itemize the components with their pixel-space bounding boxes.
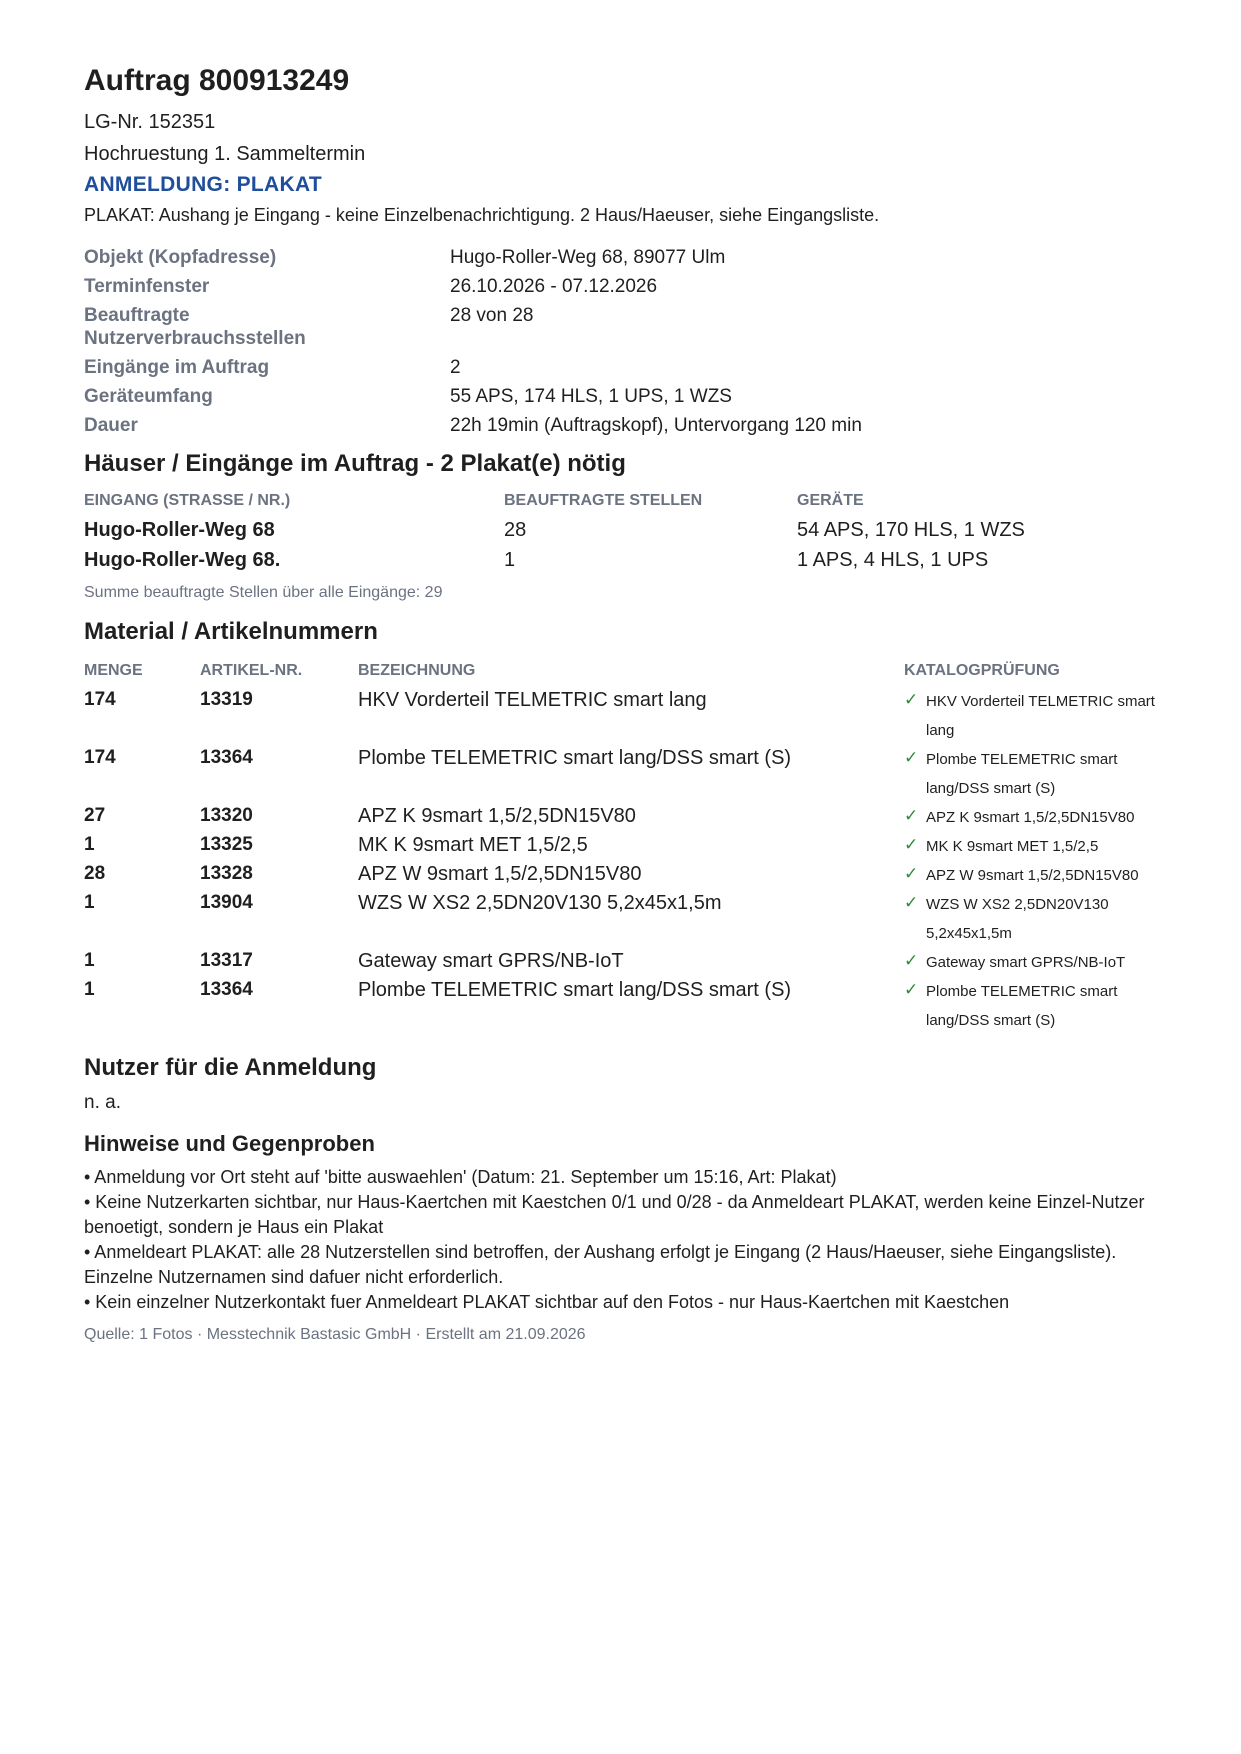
bezeichnung-cell: APZ K 9smart 1,5/2,5DN15V80 bbox=[358, 805, 636, 827]
table-row bbox=[84, 832, 1164, 861]
hinweis-item: • Keine Nutzerkarten sichtbar, nur Haus-Kaertchen mit Kaestchen 0/1 und 0/28 - da Anmeldeart PLAKAT, werden keine Einzel-Nutzer benoetigt, sondern je Haus ein Plakat bbox=[84, 1192, 1145, 1237]
detail-value: 22h 19min (Auftragskopf), Untervorgang 120 min bbox=[450, 415, 862, 436]
stellen-cell: 28 bbox=[504, 518, 527, 541]
column-header-stellen: BEAUFTRAGTE STELLEN bbox=[504, 492, 703, 509]
katalog-cell bbox=[904, 687, 1164, 745]
katalog-cell bbox=[904, 861, 1164, 890]
katalog-text: Gateway smart GPRS/NB-IoT bbox=[926, 954, 1126, 971]
menge-cell: 174 bbox=[84, 747, 116, 768]
check-icon: ✓ bbox=[904, 980, 919, 999]
haeuser-heading: Häuser / Eingänge im Auftrag - 2 Plakat(e) nötig bbox=[84, 450, 626, 477]
column-header-menge: MENGE bbox=[84, 662, 143, 679]
katalog-text: APZ W 9smart 1,5/2,5DN15V80 bbox=[926, 867, 1139, 884]
detail-row bbox=[84, 246, 1164, 269]
source-footer: Quelle: 1 Fotos · Messtechnik Bastasic GmbH · Erstellt am 21.09.2026 bbox=[84, 1326, 586, 1343]
table-row bbox=[84, 890, 1164, 948]
anmeldung-description: PLAKAT: Aushang je Eingang - keine Einzelbenachrichtigung. 2 Haus/Haeuser, siehe Eingangsliste. bbox=[84, 205, 880, 225]
document-page bbox=[84, 62, 1164, 1345]
katalog-text: APZ K 9smart 1,5/2,5DN15V80 bbox=[926, 809, 1135, 826]
eingang-cell: Hugo-Roller-Weg 68. bbox=[84, 548, 281, 571]
stellen-cell: 1 bbox=[504, 548, 516, 571]
menge-cell: 27 bbox=[84, 805, 106, 826]
katalog-text: WZS W XS2 2,5DN20V130 5,2x45x1,5m bbox=[926, 896, 1109, 942]
anmeldung-type: ANMELDUNG: PLAKAT bbox=[84, 173, 323, 196]
hinweise-list bbox=[84, 1165, 1164, 1315]
detail-row bbox=[84, 356, 1164, 379]
katalog-cell bbox=[904, 977, 1164, 1035]
column-header-bezeichnung: BEZEICHNUNG bbox=[358, 662, 476, 679]
material-rows bbox=[84, 687, 1164, 1035]
detail-label: Geräteumfang bbox=[84, 386, 213, 407]
check-icon: ✓ bbox=[904, 835, 919, 854]
detail-value: 26.10.2026 - 07.12.2026 bbox=[450, 276, 658, 297]
artikel-cell: 13317 bbox=[200, 950, 253, 971]
bezeichnung-cell: Plombe TELEMETRIC smart lang/DSS smart (S) bbox=[358, 747, 792, 769]
detail-row bbox=[84, 304, 1164, 350]
table-header bbox=[84, 491, 1164, 511]
menge-cell: 174 bbox=[84, 689, 116, 710]
bezeichnung-cell: Plombe TELEMETRIC smart lang/DSS smart (S) bbox=[358, 979, 792, 1001]
table-row bbox=[84, 687, 1164, 745]
menge-cell: 1 bbox=[84, 950, 95, 971]
hinweise-heading: Hinweise und Gegenproben bbox=[84, 1131, 375, 1156]
lg-number: LG-Nr. 152351 bbox=[84, 111, 216, 133]
detail-value: Hugo-Roller-Weg 68, 89077 Ulm bbox=[450, 247, 726, 268]
nutzer-heading: Nutzer für die Anmeldung bbox=[84, 1054, 377, 1081]
table-row bbox=[84, 803, 1164, 832]
column-header-eingang: EINGANG (STRASSE / NR.) bbox=[84, 492, 291, 509]
table-row bbox=[84, 545, 1164, 575]
katalog-cell bbox=[904, 832, 1164, 861]
detail-label: Eingänge im Auftrag bbox=[84, 357, 270, 378]
page-title: Auftrag 800913249 bbox=[84, 64, 350, 97]
detail-label: Beauftragte Nutzerverbrauchsstellen bbox=[84, 305, 306, 349]
table-row bbox=[84, 745, 1164, 803]
detail-label: Objekt (Kopfadresse) bbox=[84, 247, 277, 268]
check-icon: ✓ bbox=[904, 864, 919, 883]
order-subtitle: Hochruestung 1. Sammeltermin bbox=[84, 143, 366, 165]
artikel-cell: 13325 bbox=[200, 834, 253, 855]
column-header-katalog: KATALOGPRÜFUNG bbox=[904, 662, 1060, 679]
material-heading: Material / Artikelnummern bbox=[84, 618, 378, 645]
material-table bbox=[84, 661, 1164, 1035]
detail-value: 28 von 28 bbox=[450, 305, 534, 326]
artikel-cell: 13364 bbox=[200, 979, 253, 1000]
katalog-cell bbox=[904, 745, 1164, 803]
column-header-geraete: GERÄTE bbox=[797, 492, 864, 509]
order-details bbox=[84, 246, 1164, 437]
bezeichnung-cell: HKV Vorderteil TELMETRIC smart lang bbox=[358, 689, 707, 711]
katalog-text: Plombe TELEMETRIC smart lang/DSS smart (S) bbox=[926, 983, 1118, 1029]
artikel-cell: 13904 bbox=[200, 892, 253, 913]
eingang-cell: Hugo-Roller-Weg 68 bbox=[84, 518, 275, 541]
detail-label: Dauer bbox=[84, 415, 138, 436]
nutzer-value: n. a. bbox=[84, 1092, 121, 1113]
haeuser-table bbox=[84, 491, 1164, 575]
stellen-sum: Summe beauftragte Stellen über alle Eingänge: 29 bbox=[84, 584, 443, 601]
menge-cell: 1 bbox=[84, 979, 95, 1000]
detail-value: 2 bbox=[450, 357, 461, 378]
check-icon: ✓ bbox=[904, 806, 919, 825]
column-header-artikel: ARTIKEL-NR. bbox=[200, 662, 303, 679]
detail-label: Terminfenster bbox=[84, 276, 210, 297]
table-header bbox=[84, 661, 1164, 683]
bezeichnung-cell: APZ W 9smart 1,5/2,5DN15V80 bbox=[358, 863, 642, 885]
katalog-cell bbox=[904, 803, 1164, 832]
artikel-cell: 13364 bbox=[200, 747, 253, 768]
table-row bbox=[84, 948, 1164, 977]
table-row bbox=[84, 977, 1164, 1035]
bezeichnung-cell: Gateway smart GPRS/NB-IoT bbox=[358, 950, 624, 972]
detail-row bbox=[84, 275, 1164, 298]
katalog-text: MK K 9smart MET 1,5/2,5 bbox=[926, 838, 1099, 855]
katalog-cell bbox=[904, 948, 1164, 977]
check-icon: ✓ bbox=[904, 748, 919, 767]
geraete-cell: 54 APS, 170 HLS, 1 WZS bbox=[797, 518, 1025, 541]
bezeichnung-cell: WZS W XS2 2,5DN20V130 5,2x45x1,5m bbox=[358, 892, 722, 914]
artikel-cell: 13328 bbox=[200, 863, 253, 884]
geraete-cell: 1 APS, 4 HLS, 1 UPS bbox=[797, 548, 989, 571]
artikel-cell: 13320 bbox=[200, 805, 253, 826]
check-icon: ✓ bbox=[904, 893, 919, 912]
detail-value: 55 APS, 174 HLS, 1 UPS, 1 WZS bbox=[450, 386, 732, 407]
table-row bbox=[84, 515, 1164, 545]
detail-row bbox=[84, 414, 1164, 437]
detail-row bbox=[84, 385, 1164, 408]
katalog-text: Plombe TELEMETRIC smart lang/DSS smart (S) bbox=[926, 751, 1118, 797]
artikel-cell: 13319 bbox=[200, 689, 253, 710]
table-row bbox=[84, 861, 1164, 890]
hinweis-item: • Kein einzelner Nutzerkontakt fuer Anmeldeart PLAKAT sichtbar auf den Fotos - nur Haus-Kaertchen mit Kaestchen bbox=[84, 1292, 1010, 1312]
bezeichnung-cell: MK K 9smart MET 1,5/2,5 bbox=[358, 834, 588, 856]
check-icon: ✓ bbox=[904, 951, 919, 970]
check-icon: ✓ bbox=[904, 690, 919, 709]
menge-cell: 28 bbox=[84, 863, 106, 884]
hinweis-item: • Anmeldung vor Ort steht auf 'bitte auswaehlen' (Datum: 21. September um 15:16, Art: Plakat) bbox=[84, 1167, 837, 1187]
katalog-text: HKV Vorderteil TELMETRIC smart lang bbox=[926, 693, 1155, 739]
menge-cell: 1 bbox=[84, 834, 95, 855]
katalog-cell bbox=[904, 890, 1164, 948]
hinweis-item: • Anmeldeart PLAKAT: alle 28 Nutzerstellen sind betroffen, der Aushang erfolgt je Eingang (2 Haus/Haeuser, siehe Eingangsliste). Einzelne Nutzernamen sind dafuer nicht erforderlich. bbox=[84, 1242, 1117, 1287]
menge-cell: 1 bbox=[84, 892, 95, 913]
